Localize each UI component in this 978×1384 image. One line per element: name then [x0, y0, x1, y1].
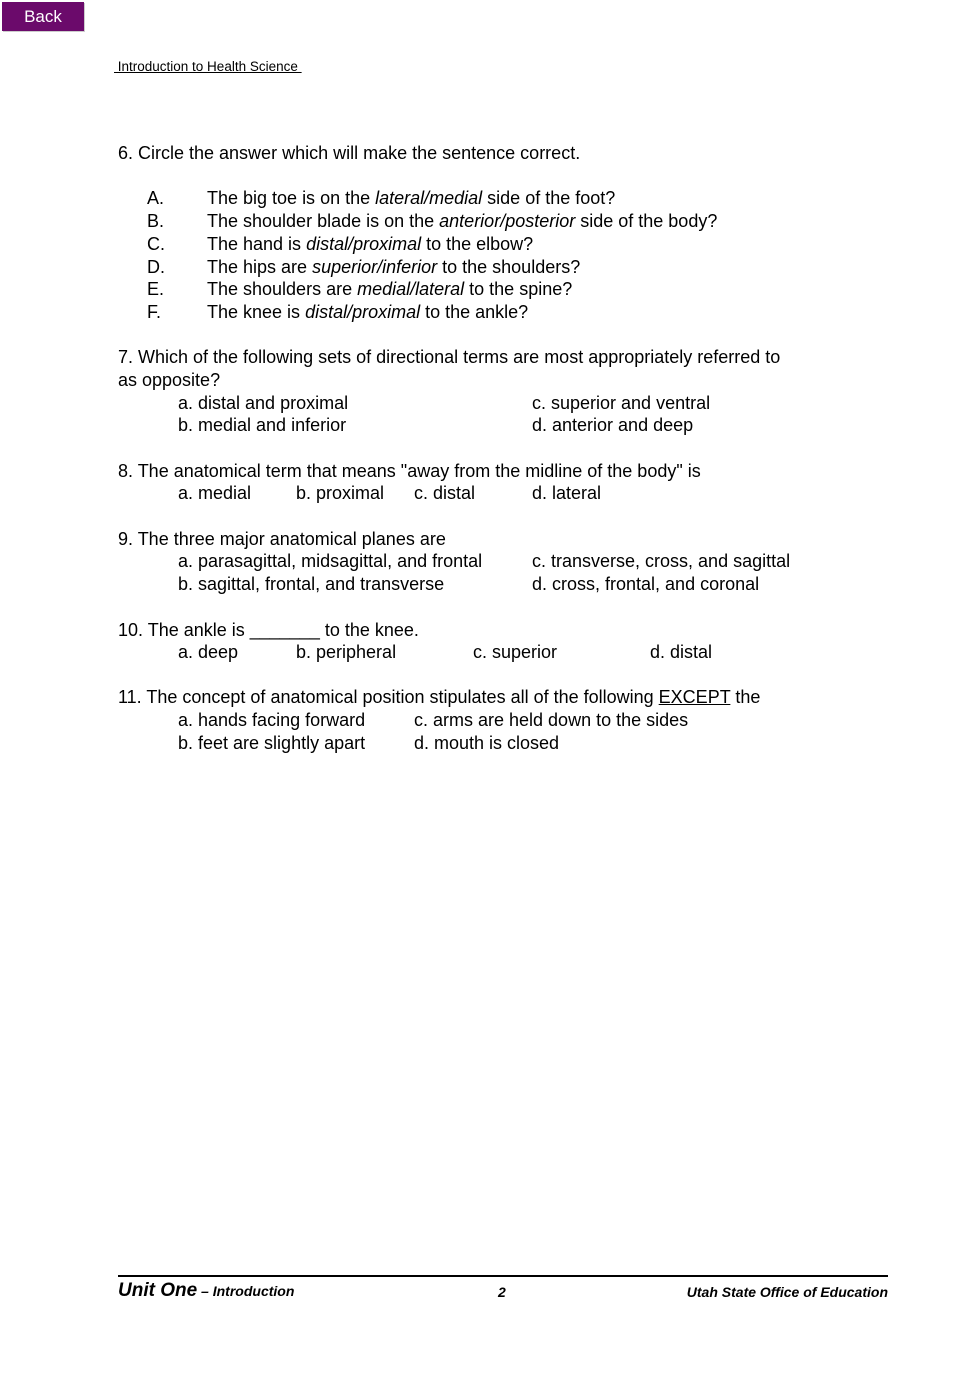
q8-option-c: c. distal — [414, 483, 476, 503]
q6-item-c: The hand is distal/proximal to the elbow? — [207, 234, 534, 254]
footer-publisher: Utah State Office of Education — [686, 1284, 888, 1300]
q10-option-c: c. superior — [473, 642, 558, 662]
q6-item-c-letter: C. — [147, 234, 165, 254]
question-7-prompt-line2: as opposite? — [118, 370, 221, 390]
back-button[interactable]: Back — [2, 2, 84, 31]
q6-item-a-letter: A. — [147, 188, 165, 208]
question-7-prompt-line1: 7. Which of the following sets of directional terms are most appropriately referred to — [118, 347, 781, 367]
question-8-prompt: 8. The anatomical term that means "away from the midline of the body" is — [118, 461, 701, 481]
q6-item-b: The shoulder blade is on the anterior/posterior side of the body? — [207, 211, 718, 231]
q9-option-a: a. parasagittal, midsagittal, and frontal — [178, 551, 483, 571]
q7-option-d: d. anterior and deep — [532, 415, 694, 435]
except-emphasis: EXCEPT — [658, 687, 731, 707]
q6-item-a-choice: lateral/medial — [375, 188, 483, 208]
q9-option-c: c. transverse, cross, and sagittal — [532, 551, 791, 571]
q11-option-b: b. feet are slightly apart — [178, 733, 366, 753]
question-6-prompt: 6. Circle the answer which will make the sentence correct. — [118, 143, 581, 163]
q6-item-c-choice: distal/proximal — [306, 234, 422, 254]
q6-item-b-letter: B. — [147, 211, 165, 231]
q6-item-b-choice: anterior/posterior — [439, 211, 576, 231]
footer-divider — [118, 1275, 888, 1277]
q6-item-d-choice: superior/inferior — [312, 257, 438, 277]
q6-item-f: The knee is distal/proximal to the ankle? — [207, 302, 529, 322]
q6-item-f-choice: distal/proximal — [305, 302, 421, 322]
q6-item-d-letter: D. — [147, 257, 165, 277]
footer-unit: Unit One – Introduction — [118, 1280, 295, 1301]
q10-option-a: a. deep — [178, 642, 239, 662]
q10-option-b: b. peripheral — [296, 642, 397, 662]
q6-item-f-letter: F. — [147, 302, 162, 322]
course-title-header: Introduction to Health Science — [114, 59, 302, 74]
q6-item-d: The hips are superior/inferior to the shoulders? — [207, 257, 581, 277]
q11-option-a: a. hands facing forward — [178, 710, 366, 730]
q8-option-d: d. lateral — [532, 483, 602, 503]
q8-option-b: b. proximal — [296, 483, 385, 503]
q10-option-d: d. distal — [650, 642, 713, 662]
q7-option-b: b. medial and inferior — [178, 415, 347, 435]
q6-item-a: The big toe is on the lateral/medial side of the foot? — [207, 188, 616, 208]
question-10-prompt: 10. The ankle is _______ to the knee. — [118, 620, 419, 640]
q11-option-c: c. arms are held down to the sides — [414, 710, 689, 730]
page-number: 2 — [498, 1284, 506, 1300]
q6-item-e-letter: E. — [147, 279, 165, 299]
q7-option-c: c. superior and ventral — [532, 393, 711, 413]
q6-item-e-choice: medial/lateral — [357, 279, 465, 299]
question-11-prompt: 11. The concept of anatomical position stipulates all of the following EXCEPT the — [118, 687, 761, 707]
q8-option-a: a. medial — [178, 483, 252, 503]
q7-option-a: a. distal and proximal — [178, 393, 349, 413]
q9-option-d: d. cross, frontal, and coronal — [532, 574, 760, 594]
question-9-prompt: 9. The three major anatomical planes are — [118, 529, 446, 549]
q11-option-d: d. mouth is closed — [414, 733, 560, 753]
q9-option-b: b. sagittal, frontal, and transverse — [178, 574, 445, 594]
q6-item-e: The shoulders are medial/lateral to the spine? — [207, 279, 573, 299]
